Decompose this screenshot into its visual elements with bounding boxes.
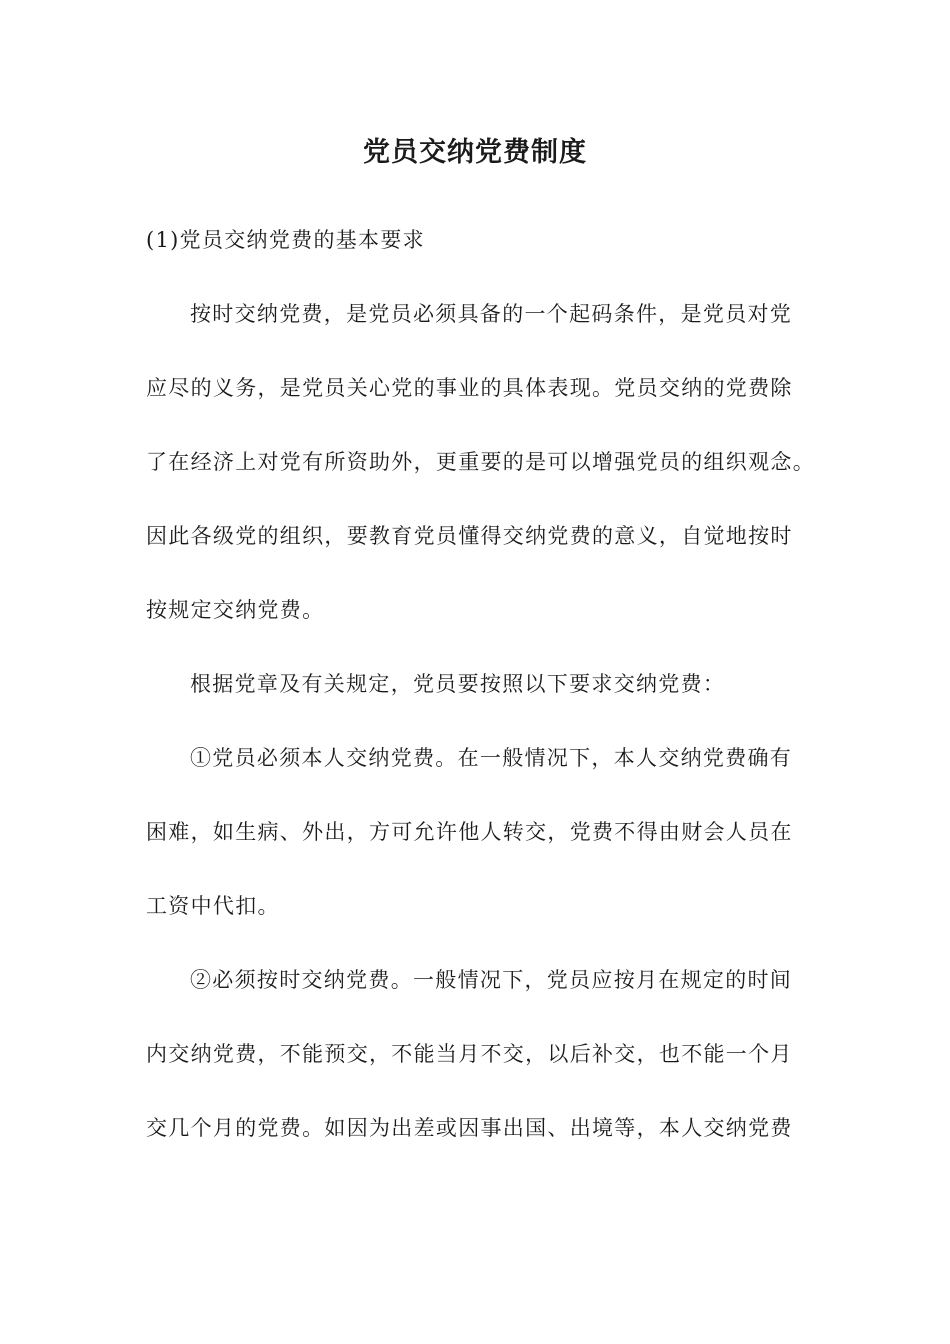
- paragraph-line: 根据党章及有关规定，党员要按照以下要求交纳党费：: [190, 672, 726, 696]
- paragraph-line: 因此各级党的组织，要教育党员懂得交纳党费的意义，自觉地按时: [146, 524, 793, 548]
- paragraph-line: 按时交纳党费，是党员必须具备的一个起码条件，是党员对党: [190, 302, 793, 326]
- paragraph-line: 工资中代扣。: [146, 894, 280, 918]
- paragraph-line: 困难，如生病、外出，方可允许他人转交，党费不得由财会人员在: [146, 820, 793, 844]
- paragraph-line: ①党员必须本人交纳党费。在一般情况下，本人交纳党费确有: [190, 746, 793, 770]
- paragraph-line: 了在经济上对党有所资助外，更重要的是可以增强党员的组织观念。: [146, 450, 815, 474]
- paragraph-line: 按规定交纳党费。: [146, 598, 325, 622]
- paragraph-line: 内交纳党费，不能预交，不能当月不交，以后补交，也不能一个月: [146, 1042, 793, 1066]
- paragraph-line: ②必须按时交纳党费。一般情况下，党员应按月在规定的时间: [190, 968, 793, 992]
- paragraph-line: 应尽的义务，是党员关心党的事业的具体表现。党员交纳的党费除: [146, 376, 793, 400]
- section-heading: (1)党员交纳党费的基本要求: [146, 228, 425, 252]
- paragraph-line: 交几个月的党费。如因为出差或因事出国、出境等，本人交纳党费: [146, 1116, 793, 1140]
- document-title: 党员交纳党费制度: [363, 137, 587, 168]
